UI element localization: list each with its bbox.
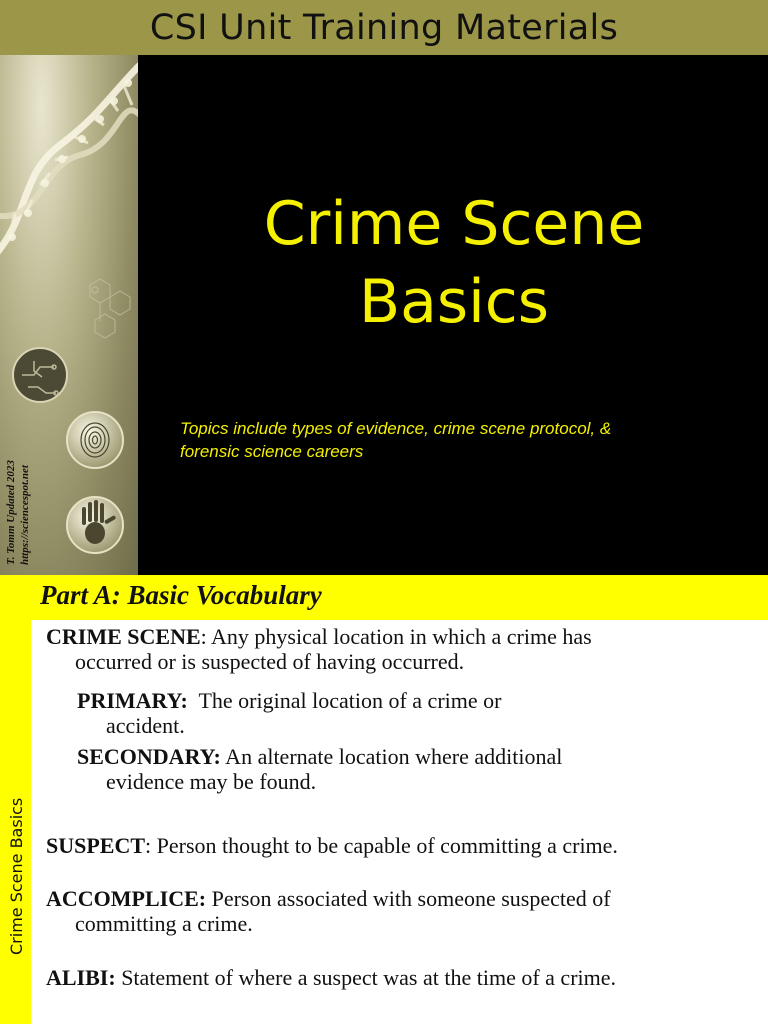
topics-line1: Topics include types of evidence, crime scene protocol, & [180,419,612,438]
banner-title: CSI Unit Training Materials [149,7,619,48]
def-primary-1: The original location of a crime or [187,688,502,713]
term-primary: PRIMARY: [77,688,188,713]
term-suspect: SUSPECT [46,833,146,858]
def-secondary-2: evidence may be found. [106,769,317,794]
fingerprint-icon [67,412,123,468]
hero-topics [180,417,700,463]
credit-url: https://sciencespot.net [19,465,31,565]
term-accomplice: ACCOMPLICE: [46,886,207,911]
def-suspect-1: : Person thought to be capable of committing a crime. [145,833,618,858]
hero-title-line2: Basics [358,267,550,337]
vocab-suspect [46,833,761,858]
topics-line2: forensic science careers [180,442,364,461]
def-accomplice-2: committing a crime. [75,911,253,936]
def-crime-scene-2: occurred or is suspected of having occurred. [75,649,465,674]
author-credit [4,415,44,565]
def-accomplice-1: Person associated with someone suspected of [206,886,611,911]
top-banner [0,0,768,55]
hero-panel [0,55,768,575]
vocab-primary [77,688,727,738]
def-alibi-1: Statement of where a suspect was at the time of a crime. [115,965,617,990]
hero-title [140,185,768,341]
vocab-crime-scene [46,624,746,674]
section-header-bar [0,575,768,620]
hero-title-line1: Crime Scene [263,189,645,259]
credit-author: T. Tomm Updated 2023 [5,460,17,565]
section-heading: Part A: Basic Vocabulary [40,580,322,610]
vocab-accomplice [46,886,746,936]
def-primary-2: accident. [106,713,185,738]
sidebar-vertical-label: Crime Scene Basics [7,797,26,955]
vocabulary-content [31,620,768,1024]
term-alibi: ALIBI: [46,965,116,990]
vocab-alibi [46,965,761,990]
side-image-panel [0,55,138,575]
vocab-secondary [77,744,727,794]
term-crime-scene: CRIME SCENE [46,624,201,649]
term-secondary: SECONDARY: [77,744,221,769]
def-crime-scene-1: : Any physical location in which a crime has [200,624,592,649]
def-secondary-1: An alternate location where additional [220,744,563,769]
